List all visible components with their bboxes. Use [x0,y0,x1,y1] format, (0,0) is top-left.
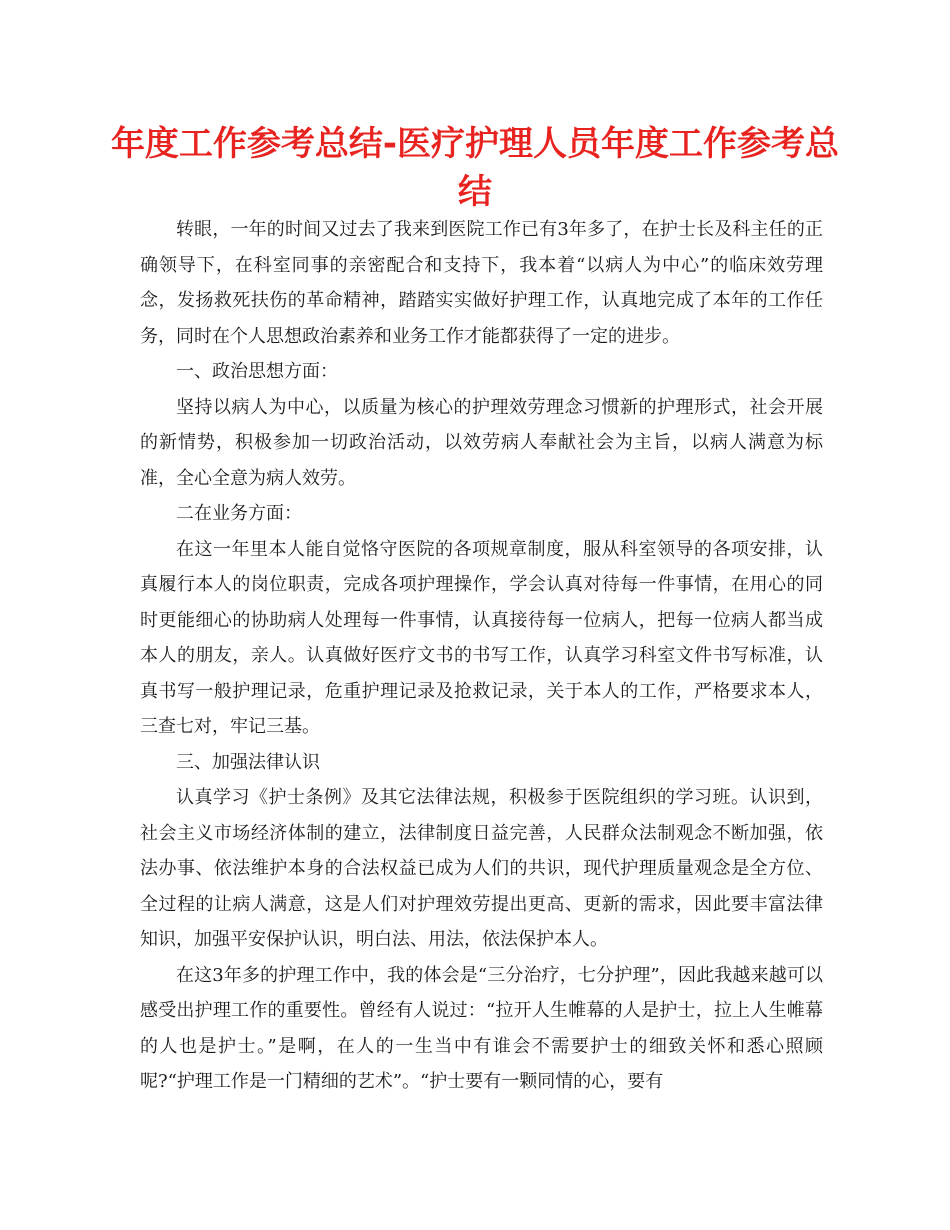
paragraph-experience: 在这3年多的护理工作中，我的体会是“三分治疗，七分护理”，因此我越来越可以感受出护理工作的重要性。曾经有人说过：“拉开人生帷幕的人是护士，拉上人生帷幕的人也是护士。”是啊，在人的一生当中有谁会不需要护士的细致关怀和悉心照顾呢?“护理工作是一门精细的艺术”。“护士要有一颗同情的心，要有 [140,964,823,1092]
section-heading-business: 二在业务方面： [176,503,302,524]
section-heading-politics: 一、政治思想方面： [176,361,338,382]
paragraph-law: 认真学习《护士条例》及其它法律法规，积极参于医院组织的学习班。认识到，社会主义市场经济体制的建立，法律制度日益完善，人民群众法制观念不断加强，依法办事、依法维护本身的合法权益已成为人们的共识，现代护理质量观念是全方位、全过程的让病人满意，这是人们对护理效劳提出更高、更新的需求，因此要丰富法律知识，加强平安保护认识，明白法、用法，依法保护本人。 [140,787,823,950]
document-body [140,212,823,1100]
paragraph-intro: 转眼，一年的时间又过去了我来到医院工作已有3年多了，在护士长及科主任的正确领导下，在科室同事的亲密配合和支持下，我本着“以病人为中心”的临床效劳理念，发扬救死扶伤的革命精神，踏踏实实做好护理工作，认真地完成了本年的工作任务，同时在个人思想政治素养和业务工作才能都获得了一定的进步。 [140,219,823,347]
document-title: 年度工作参考总结-医疗护理人员年度工作参考总结 [110,124,840,212]
section-heading-law: 三、加强法律认识 [176,751,320,773]
paragraph-politics: 坚持以病人为中心，以质量为核心的护理效劳理念习惯新的护理形式，社会开展的新情势，积极参加一切政治活动，以效劳病人奉献社会为主旨，以病人满意为标准，全心全意为病人效劳。 [140,396,823,489]
paragraph-business: 在这一年里本人能自觉恪守医院的各项规章制度，服从科室领导的各项安排，认真履行本人的岗位职责，完成各项护理操作，学会认真对待每一件事情，在用心的同时更能细心的协助病人处理每一件事情，认真接待每一位病人，把每一位病人都当成本人的朋友，亲人。认真做好医疗文书的书写工作，认真学习科室文件书写标准，认真书写一般护理记录，危重护理记录及抢救记录，关于本人的工作，严格要求本人，三查七对，牢记三基。 [140,538,823,737]
